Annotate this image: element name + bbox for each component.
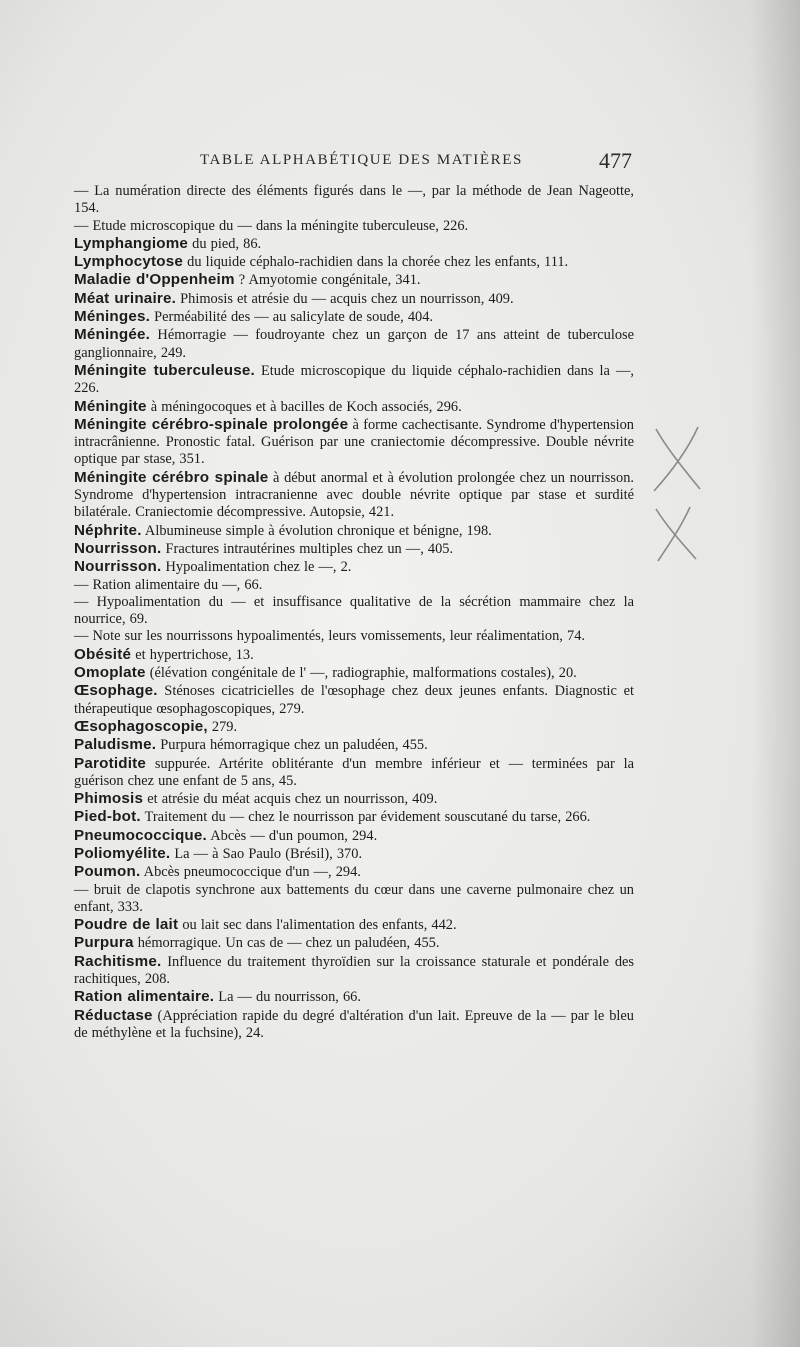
index-entry — [74, 808, 634, 826]
entry-text: — bruit de clapotis synchrone aux battements du cœur dans une caverne pulmonaire chez un enfant, 333. — [74, 881, 634, 915]
index-entry — [74, 718, 634, 736]
index-entry — [74, 664, 634, 682]
entry-text: du pied, 86. — [188, 235, 262, 252]
entry-text: Hypoalimentation chez le —, 2. — [161, 559, 352, 576]
entry-text: Abcès pneumococcique d'un —, 294. — [140, 864, 361, 881]
entry-text: Influence du traitement thyroïdien sur la croissance staturale et pondérale des rachitiques, 208. — [74, 953, 634, 988]
entry-headword: Méningite tuberculeuse. — [74, 361, 255, 379]
entry-text: Fractures intrautérines multiples chez un —, 405. — [161, 540, 454, 557]
entry-text: à début anormal et à évolution prolongée chez un nourrisson. Syndrome d'hypertension intracranienne avec double névrite optique par stase et surdité bilatérale. Craniectomie décompressive. Autopsie, 421. — [74, 469, 634, 521]
entry-headword: Méningite — [74, 397, 147, 415]
index-entry — [74, 953, 634, 989]
entry-headword: Omoplate — [74, 664, 146, 682]
header-title: TABLE ALPHABÉTIQUE DES MATIÈRES — [200, 152, 523, 168]
entry-text: à méningocoques et à bacilles de Koch associés, 296. — [146, 398, 462, 415]
entry-text: et hypertrichose, 13. — [131, 646, 254, 663]
entry-text: Traitement du — chez le nourrisson par évidement souscutané du tarse, 266. — [140, 809, 591, 826]
running-header — [200, 148, 632, 178]
pencil-cross-mark-1 — [648, 425, 706, 493]
index-entry — [74, 235, 634, 253]
entry-text: 279. — [207, 718, 238, 735]
index-entry — [74, 594, 634, 629]
entry-text: et atrésie du méat acquis chez un nourrisson, 409. — [143, 791, 438, 808]
index-entry — [74, 916, 634, 934]
index-entry — [74, 558, 634, 576]
entry-headword: Obésité — [74, 645, 132, 663]
index-entry — [74, 469, 634, 522]
index-entry — [74, 882, 634, 917]
index-entry — [74, 755, 634, 791]
entry-headword: Méninges. — [74, 308, 151, 326]
entry-text: à forme cachectisante. Syndrome d'hypertension intracrânienne. Pronostic fatal. Guérison par une craniectomie décompressive. Double névrite optique par stase, 351. — [74, 416, 635, 468]
entry-headword: Poumon. — [74, 863, 141, 881]
entry-headword: Méningite cérébro-spinale prolongée — [74, 415, 349, 433]
entry-headword: Œsophagoscopie, — [74, 717, 208, 735]
entry-text: Perméabilité des — au salicylate de soude, 404. — [150, 309, 434, 326]
index-entry — [74, 290, 634, 308]
index-entry — [74, 577, 634, 594]
entry-headword: Phimosis — [74, 790, 144, 808]
entry-headword: Méat urinaire. — [74, 289, 177, 307]
entry-headword: Rachitisme. — [74, 952, 162, 970]
entry-text: du liquide céphalo-rachidien dans la chorée chez les enfants, 111. — [183, 254, 569, 271]
index-entry — [74, 628, 634, 645]
entry-text: — Etude microscopique du — dans la méningite tuberculeuse, 226. — [74, 217, 469, 234]
index-entry — [74, 522, 634, 540]
entry-headword: Purpura — [74, 934, 134, 952]
index-entry — [74, 646, 634, 664]
index-entry — [74, 308, 634, 326]
index-entry — [74, 790, 634, 808]
index-entry — [74, 253, 634, 271]
entry-text: La — à Sao Paulo (Brésil), 370. — [170, 845, 363, 862]
entry-headword: Ration alimentaire. — [74, 988, 215, 1006]
entry-text: Sténoses cicatricielles de l'œsophage chez deux jeunes enfants. Diagnostic et thérapeutique œsophagoscopiques, 279. — [74, 683, 634, 717]
entry-headword: Nourrisson. — [74, 558, 162, 576]
entry-headword: Poudre de lait — [74, 916, 179, 934]
entry-headword: Réductase — [74, 1006, 153, 1024]
entry-text: — Hypoalimentation du — et insuffisance qualitative de la sécrétion mammaire chez la nourrice, 69. — [74, 593, 634, 628]
index-entry — [74, 682, 634, 718]
entry-text: (Appréciation rapide du degré d'altération d'un lait. Epreuve de la — par le bleu de méthylène et la fuchsine), 24. — [74, 1007, 634, 1041]
entry-text: — Ration alimentaire du —, 66. — [74, 576, 263, 593]
page-number: 477 — [599, 148, 632, 173]
entry-headword: Lymphangiome — [74, 234, 189, 252]
entry-headword: Maladie d'Oppenheim — [74, 271, 235, 289]
index-entries — [74, 183, 634, 1042]
entry-text: Purpura hémorragique chez un paludéen, 455. — [156, 737, 428, 754]
entry-headword: Poliomyélite. — [74, 844, 171, 862]
entry-headword: Nourrisson. — [74, 539, 162, 557]
entry-text: — La numération directe des éléments figurés dans le —, par la méthode de Jean Nageotte, 154. — [74, 183, 634, 217]
index-entry — [74, 540, 634, 558]
index-entry — [74, 183, 634, 218]
entry-text: La — du nourrisson, 66. — [214, 989, 361, 1006]
entry-text: — Note sur les nourrissons hypoalimentés, leurs vomissements, leur réalimentation, 74. — [74, 628, 585, 645]
index-entry — [74, 988, 634, 1006]
index-entry — [74, 271, 634, 289]
index-entry — [74, 398, 634, 416]
entry-text: Etude microscopique du liquide céphalo-rachidien dans la —, 226. — [74, 362, 634, 397]
entry-headword: Lymphocytose — [74, 253, 184, 271]
index-entry — [74, 827, 634, 845]
index-entry — [74, 1007, 634, 1043]
index-entry — [74, 863, 634, 881]
index-entry — [74, 416, 634, 469]
entry-headword: Méningée. — [74, 326, 151, 344]
index-entry — [74, 845, 634, 863]
entry-text: (élévation congénitale de l' —, radiographie, malformations costales), 20. — [145, 665, 577, 682]
index-entry — [74, 218, 634, 235]
entry-headword: Parotidite — [74, 754, 147, 772]
entry-text: suppurée. Artérite oblitérante d'un membre inférieur et — terminées par la guérison chez une enfant de 5 ans, 45. — [74, 755, 634, 789]
pencil-cross-mark-2 — [650, 505, 700, 563]
entry-text: Abcès — d'un poumon, 294. — [206, 827, 378, 844]
entry-headword: Néphrite. — [74, 521, 142, 539]
entry-headword: Pneumococcique. — [74, 826, 207, 844]
entry-text: Albumineuse simple à évolution chronique et bénigne, 198. — [141, 522, 492, 539]
entry-headword: Méningite cérébro spinale — [74, 468, 269, 486]
entry-headword: Paludisme. — [74, 736, 157, 754]
entry-headword: Pied-bot. — [74, 808, 141, 826]
entry-text: hémorragique. Un cas de — chez un paludéen, 455. — [133, 935, 440, 952]
entry-headword: Œsophage. — [74, 682, 158, 700]
entry-text: Phimosis et atrésie du — acquis chez un nourrisson, 409. — [176, 290, 514, 307]
index-entry — [74, 362, 634, 398]
index-entry — [74, 934, 634, 952]
index-entry — [74, 736, 634, 754]
entry-text: ? Amyotomie congénitale, 341. — [234, 272, 421, 289]
entry-text: ou lait sec dans l'alimentation des enfants, 442. — [178, 917, 457, 934]
page-edge-shadow — [750, 0, 800, 1347]
index-entry — [74, 326, 634, 362]
entry-text: Hémorragie — foudroyante chez un garçon de 17 ans atteint de tuberculose ganglionnaire, 249. — [74, 327, 634, 361]
